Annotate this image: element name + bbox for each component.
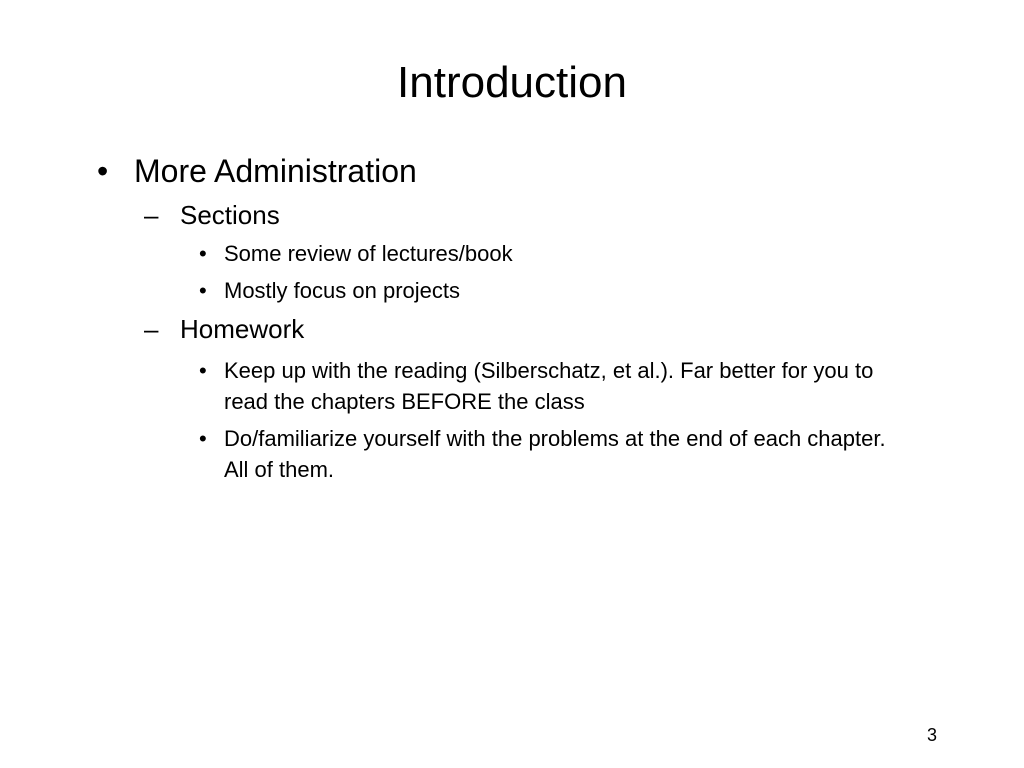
bullet-homework <box>144 314 940 345</box>
bullet-homework-item-2 <box>199 423 914 485</box>
bullet-sections <box>144 200 940 231</box>
bullet-homework-item-1 <box>199 355 914 417</box>
bullet-sections-item-1 <box>199 241 924 267</box>
bullet-more-administration <box>97 152 954 190</box>
bullet-text: More Administration <box>134 153 417 189</box>
bullet-dot-icon: • <box>199 278 207 303</box>
slide-title: Introduction <box>397 58 627 107</box>
bullet-text: Homework <box>180 314 305 344</box>
bullet-text: Some review of lectures/book <box>224 241 513 266</box>
bullet-dot-icon: • <box>97 153 109 189</box>
bullet-dash-icon: – <box>144 314 159 344</box>
bullet-text: Keep up with the reading (Silberschatz, et al.). Far better for you to read the chapters BEFORE the class <box>224 358 874 414</box>
bullet-text: Do/familiarize yourself with the problems at the end of each chapter. All of them. <box>224 426 886 482</box>
bullet-text: Mostly focus on projects <box>224 278 460 303</box>
page-number: 3 <box>926 725 937 745</box>
bullet-sections-item-2 <box>199 278 924 304</box>
bullet-dash-icon: – <box>144 200 159 230</box>
bullet-dot-icon: • <box>199 426 207 451</box>
bullet-text: Sections <box>180 200 280 230</box>
bullet-dot-icon: • <box>199 241 207 266</box>
bullet-dot-icon: • <box>199 358 207 383</box>
